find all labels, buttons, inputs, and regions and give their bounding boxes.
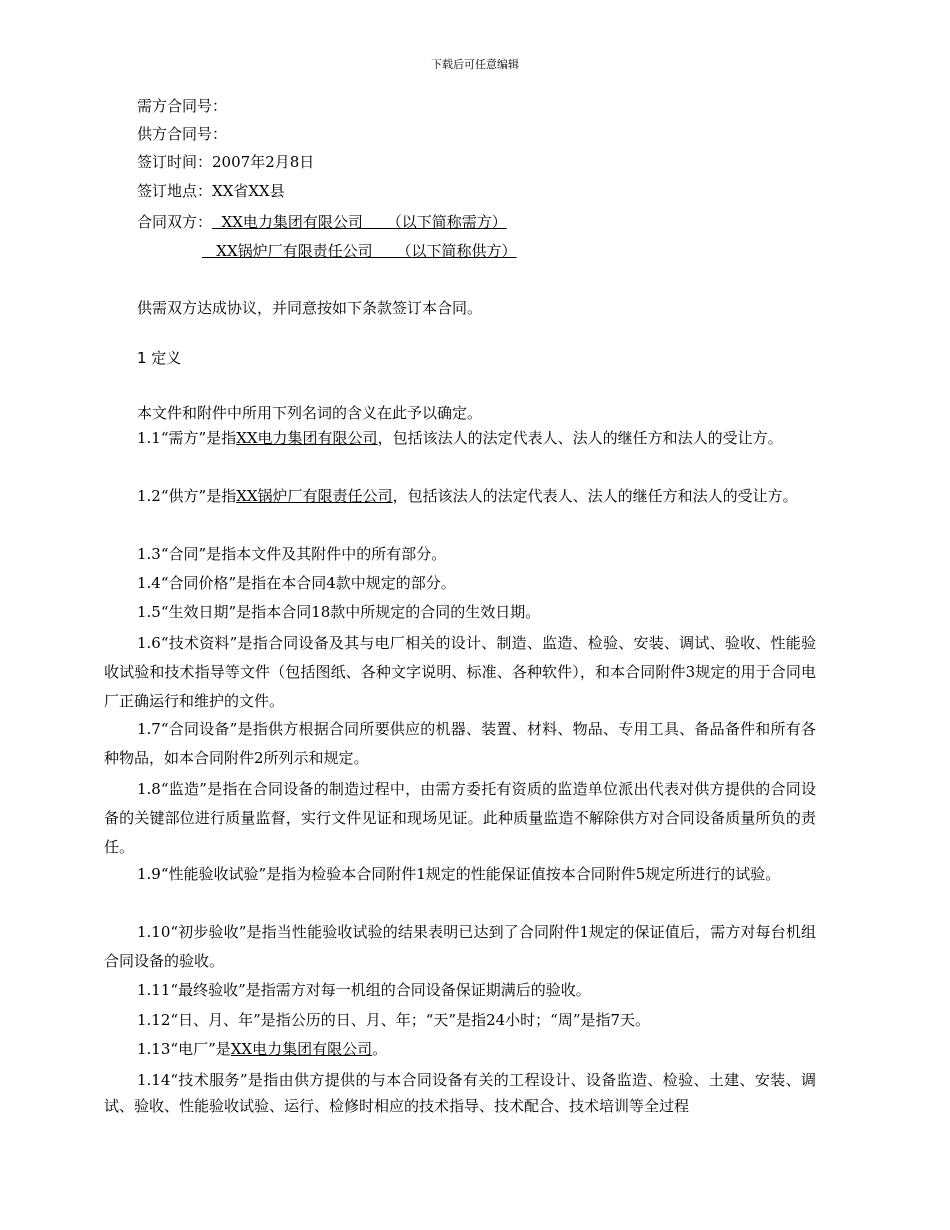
demand-contract-no: 需方合同号： (137, 97, 228, 115)
clause-1-2 (104, 482, 816, 511)
clause-text: 1.6“技术资料”是指合同设备及其与电厂相关的设计、制造、监造、检验、安装、调试、验收、性能验收试验和技术指导等文件（包括图纸、各种文字说明、标准、各种软件），和本合同附件3规定的用于合同电厂正确运行和维护的文件。 (104, 634, 816, 710)
party-b: XX锅炉厂有限责任公司 （以下简称供方） (202, 242, 517, 260)
clause-text: 1.3“合同”是指本文件及其附件中的所有部分。 (137, 545, 447, 563)
sign-time-value: 2007年2月8日 (212, 153, 315, 171)
clause-1-10 (104, 918, 816, 976)
contract-parties (137, 211, 507, 232)
section-title: 1 定义 (137, 349, 182, 367)
clause-text: 1.5“生效日期”是指本合同18款中所规定的合同的生效日期。 (137, 603, 541, 621)
party-b-line (202, 240, 517, 261)
clause-1-3 (104, 540, 816, 569)
clause-text: 1.7“合同设备”是指供方根据合同所要供应的机器、装置、材料、物品、专用工具、备品备件和所有各种物品，如本合同附件2所列示和规定。 (104, 720, 816, 767)
definitions-intro: 本文件和附件中所用下列名词的含义在此予以确定。 (137, 404, 483, 422)
clause-text: 1.8“监造”是指在合同设备的制造过程中，由需方委托有资质的监造单位派出代表对供方提供的合同设备的关键部位进行质量监督，实行文件见证和现场见证。此种质量监造不解除供方对合同设备质量所负的责任。 (104, 780, 816, 856)
clause-text: 1.14“技术服务”是指由供方提供的与本合同设备有关的工程设计、设备监造、检验、土建、安装、调试、验收、性能验收试验、运行、检修时相应的技术指导、技术配合、技术培训等全过程 (104, 1071, 816, 1115)
clause-text: 1.9“性能验收试验”是指为检验本合同附件1规定的性能保证值按本合同附件5规定所进行的试验。 (137, 865, 781, 883)
clause-text: 1.11“最终验收”是指需方对每一机组的合同设备保证期满后的验收。 (137, 981, 591, 999)
clause-underlined-name: XX锅炉厂有限责任公司 (236, 487, 393, 505)
clause-text: 1.4“合同价格”是指在本合同4款中规定的部分。 (137, 574, 456, 592)
sign-time-label: 签订时间： (137, 153, 213, 171)
clause-text: ，包括该法人的法定代表人、法人的继任方和法人的受让方。 (392, 487, 798, 505)
clause-1-12 (104, 1006, 816, 1035)
clause-text: 1.13“电厂”是 (137, 1040, 231, 1058)
clause-1-9 (104, 860, 816, 889)
clause-1-14 (104, 1067, 816, 1119)
clause-1-1 (104, 424, 816, 453)
sign-place (137, 180, 285, 201)
sign-place-label: 签订地点： (137, 182, 213, 200)
clause-1-4 (104, 569, 816, 598)
clause-1-6 (104, 629, 816, 716)
clause-underlined-name: XX电力集团有限公司 (230, 1040, 373, 1058)
page-header-note: 下载后可任意编辑 (431, 58, 519, 71)
sign-place-value: XX省XX县 (212, 182, 285, 200)
parties-label: 合同双方： (137, 213, 213, 231)
clause-1-5 (104, 598, 816, 627)
clause-underlined-name: XX电力集团有限公司 (236, 429, 378, 447)
intro-paragraph: 供需双方达成协议，并同意按如下条款签订本合同。 (137, 299, 483, 317)
clause-text: 1.10“初步验收”是指当性能验收试验的结果表明已达到了合同附件1规定的保证值后，需方对每台机组合同设备的验收。 (104, 923, 816, 970)
clause-1-11 (104, 976, 816, 1005)
supply-contract-no: 供方合同号： (137, 125, 228, 143)
clause-1-13 (104, 1035, 816, 1064)
clause-1-7 (104, 715, 816, 773)
party-a: XX电力集团有限公司 （以下简称需方） (212, 213, 507, 231)
clause-text: ，包括该法人的法定代表人、法人的继任方和法人的受让方。 (377, 429, 783, 447)
clause-text: 。 (372, 1040, 388, 1058)
clause-text: 1.2“供方”是指 (137, 487, 237, 505)
clause-text: 1.12“日、月、年”是指公历的日、月、年；“天”是指24小时；“周”是指7天。 (137, 1011, 651, 1029)
clause-1-8 (104, 775, 816, 862)
sign-time (137, 151, 314, 172)
clause-text: 1.1“需方”是指 (137, 429, 237, 447)
